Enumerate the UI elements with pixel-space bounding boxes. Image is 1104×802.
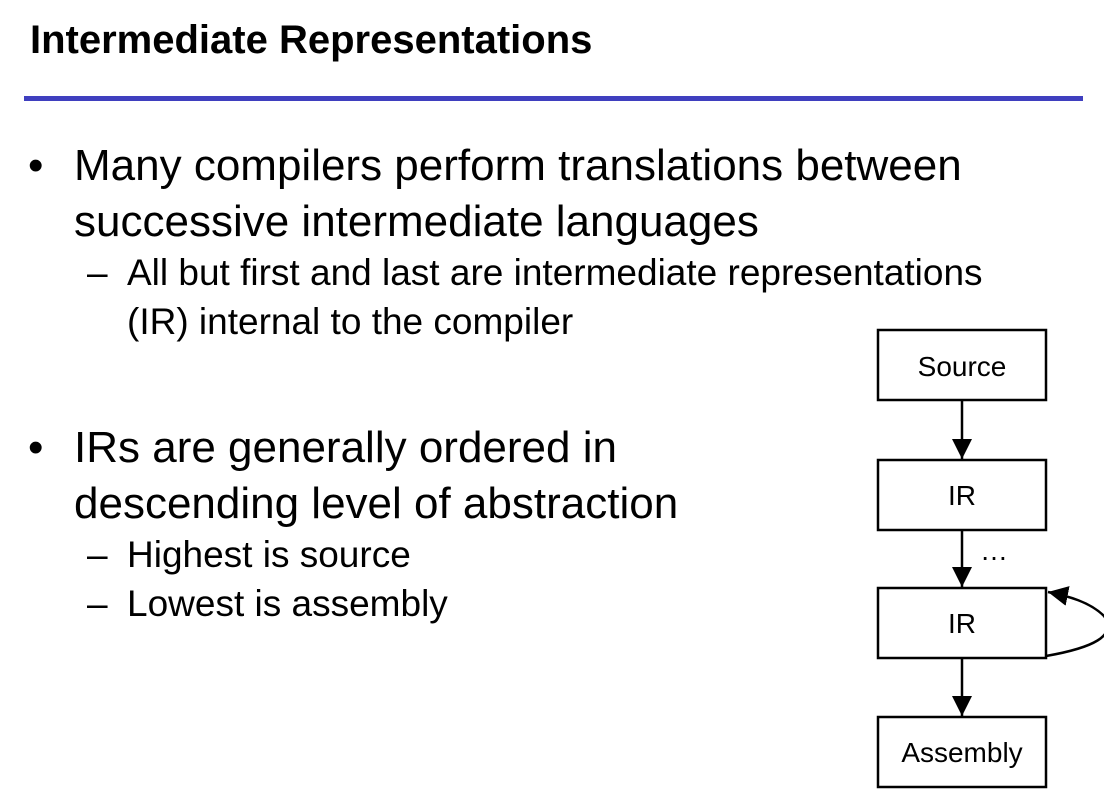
sub-bullet-1-1-line-1: All but first and last are intermediate representations	[127, 252, 983, 293]
slide-title: Intermediate Representations	[30, 18, 593, 62]
node-source-label: Source	[917, 351, 1007, 382]
bullet-2-line-2: descending level of abstraction	[74, 479, 679, 528]
node-ir-2-label: IR	[948, 608, 976, 639]
bullet-1-line-1: Many compilers perform translations between	[74, 141, 962, 190]
node-ir-1-label: IR	[948, 480, 976, 511]
bullet-2-line-1: IRs are generally ordered in	[74, 423, 617, 472]
sub-bullet-1-1-line-2: (IR) internal to the compiler	[127, 301, 574, 342]
sub-bullet-2-1: Highest is source	[127, 534, 411, 575]
sub-bullet-2-2: Lowest is assembly	[127, 583, 448, 624]
self-loop-arrow	[1046, 592, 1104, 656]
sub-marker-2-2: –	[87, 583, 108, 624]
bullet-marker-2: •	[28, 423, 44, 472]
sub-marker-2-1: –	[87, 534, 108, 575]
ellipsis-label: …	[980, 535, 1008, 566]
sub-marker-1-1: –	[87, 252, 108, 293]
bullet-1-line-2: successive intermediate languages	[74, 197, 759, 246]
node-assembly-label: Assembly	[901, 737, 1023, 768]
bullet-marker-1: •	[28, 141, 44, 190]
